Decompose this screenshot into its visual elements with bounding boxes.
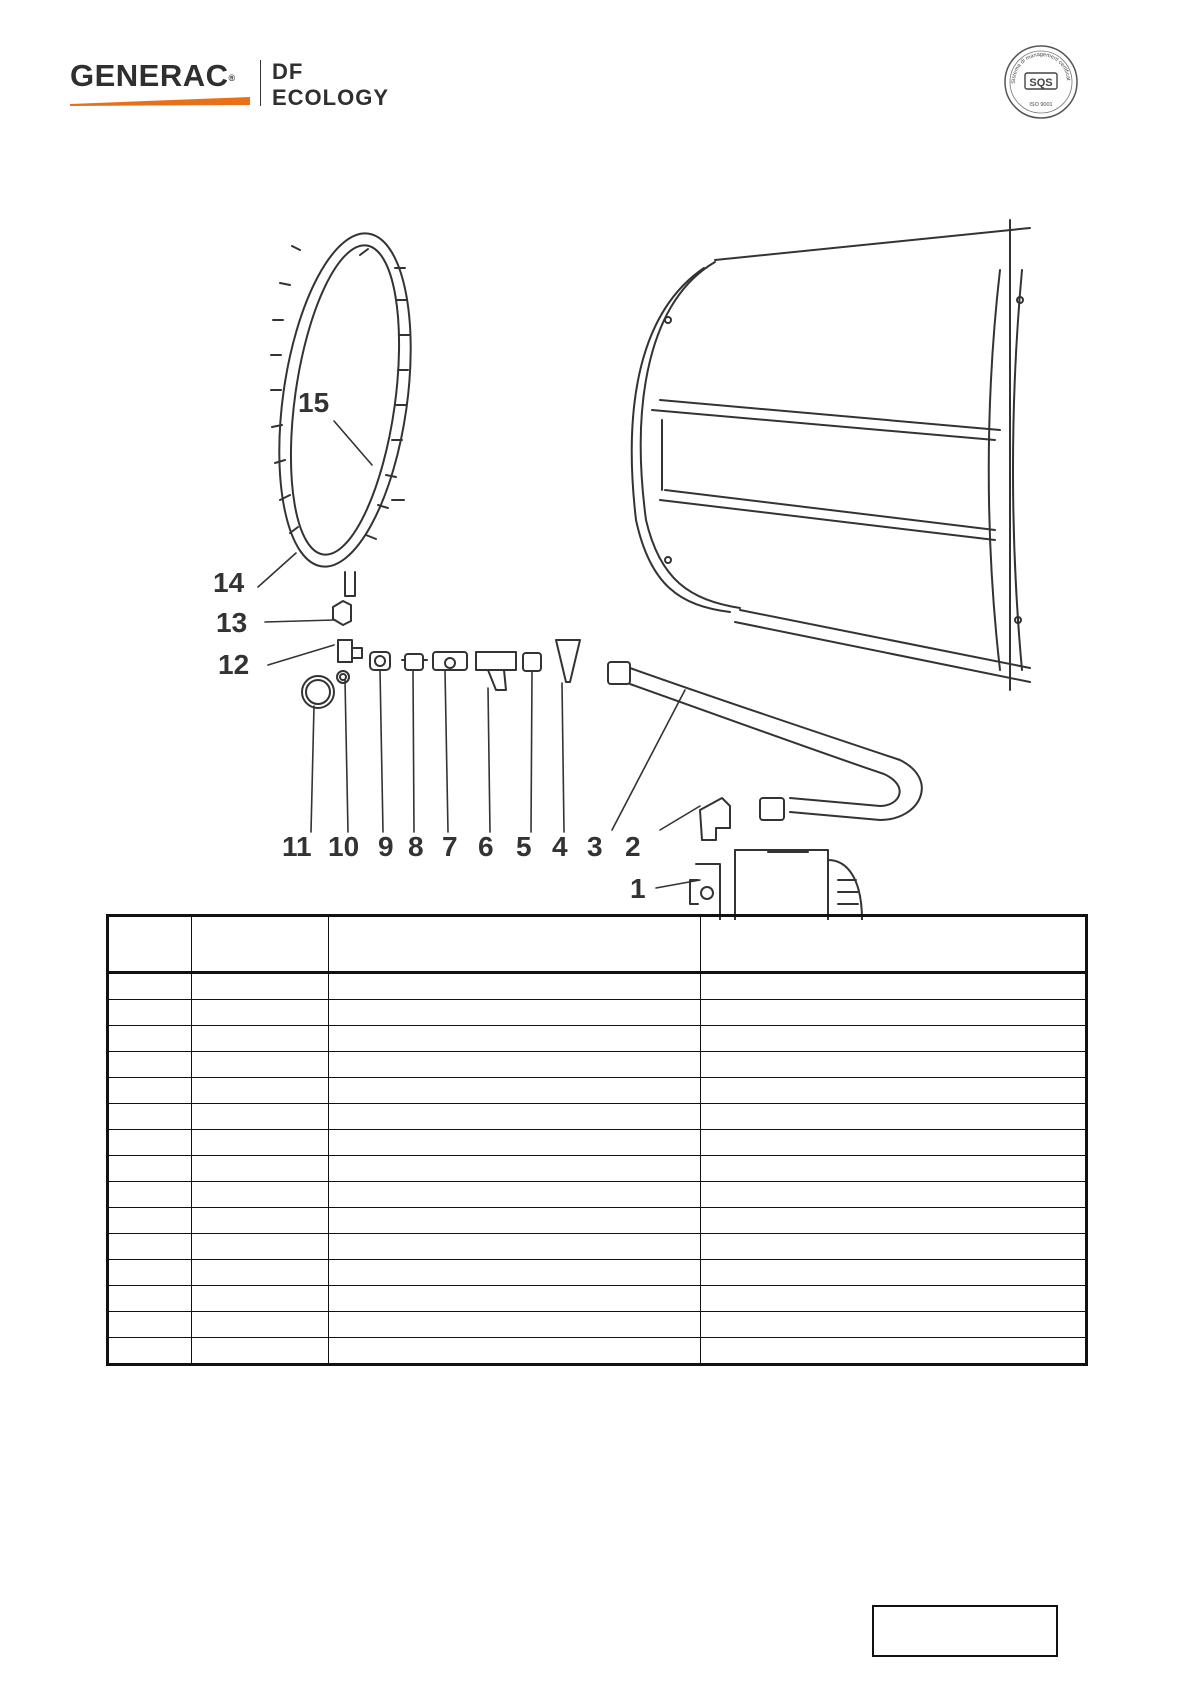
table-cell: [329, 1026, 701, 1052]
table-cell: [192, 1234, 329, 1260]
table-cell: [329, 1338, 701, 1365]
table-row: [108, 1286, 1087, 1312]
callout-3: 3: [587, 831, 603, 862]
table-cell: [701, 1312, 1087, 1338]
table-cell: [701, 1156, 1087, 1182]
brand-swoosh: [70, 96, 250, 106]
callout-4: 4: [552, 831, 568, 862]
table-row: [108, 1130, 1087, 1156]
table-cell: [108, 1312, 192, 1338]
table-cell: [701, 1260, 1087, 1286]
table-cell: [108, 1208, 192, 1234]
table-cell: [192, 1156, 329, 1182]
table-cell: [108, 1130, 192, 1156]
table-cell: [192, 1104, 329, 1130]
logo-divider: [260, 60, 261, 106]
callout-8: 8: [408, 831, 424, 862]
table-cell: [192, 1000, 329, 1026]
table-row: [108, 1156, 1087, 1182]
table-cell: [329, 1130, 701, 1156]
table-row: [108, 973, 1087, 1000]
callout-11: 11: [282, 831, 312, 862]
table-cell: [108, 1156, 192, 1182]
table-row: [108, 1208, 1087, 1234]
logo-subline-df: DF: [272, 59, 304, 84]
table-header-row: [108, 916, 1087, 973]
table-cell: [192, 1338, 329, 1365]
table-cell: [701, 1078, 1087, 1104]
table-cell: [192, 973, 329, 1000]
table-cell: [701, 973, 1087, 1000]
page-number-box: [872, 1605, 1058, 1657]
table-header-cell: [192, 916, 329, 973]
nozzle-ring-illustration: [260, 225, 430, 596]
table-cell: [192, 1130, 329, 1156]
table-cell: [108, 1182, 192, 1208]
table-cell: [329, 1078, 701, 1104]
table-cell: [701, 1104, 1087, 1130]
table-cell: [701, 1208, 1087, 1234]
table-cell: [329, 1104, 701, 1130]
table-cell: [192, 1208, 329, 1234]
table-cell: [108, 1234, 192, 1260]
table-cell: [108, 1338, 192, 1365]
seal-bottom-text: ISO 9001: [1029, 102, 1053, 108]
table-cell: [329, 1260, 701, 1286]
table-cell: [701, 1000, 1087, 1026]
table-cell: [701, 1130, 1087, 1156]
table-row: [108, 1260, 1087, 1286]
table-cell: [329, 1052, 701, 1078]
callout-9: 9: [378, 831, 394, 862]
exploded-parts-diagram: [100, 200, 1080, 920]
table-row: [108, 1182, 1087, 1208]
table-cell: [192, 1052, 329, 1078]
table-cell: [329, 1208, 701, 1234]
table-cell: [108, 1286, 192, 1312]
table-header-cell: [701, 916, 1087, 973]
callout-labels: [213, 387, 646, 904]
callout-6: 6: [478, 831, 494, 862]
callout-15: 15: [298, 387, 330, 418]
table-cell: [329, 1156, 701, 1182]
callout-1: 1: [630, 873, 646, 904]
callout-7: 7: [442, 831, 458, 862]
table-row: [108, 1234, 1087, 1260]
table-cell: [329, 1286, 701, 1312]
table-cell: [192, 1260, 329, 1286]
table-cell: [329, 1312, 701, 1338]
table-cell: [329, 1000, 701, 1026]
table-cell: [108, 1104, 192, 1130]
logo-subline-ecology: ECOLOGY: [272, 85, 390, 110]
callout-13: 13: [216, 607, 248, 638]
table-cell: [701, 1234, 1087, 1260]
table-row: [108, 1312, 1087, 1338]
callout-14: 14: [213, 567, 245, 598]
seal-center-text: SQS: [1029, 77, 1053, 89]
table-row: [108, 1104, 1087, 1130]
table-cell: [108, 1052, 192, 1078]
table-cell: [329, 973, 701, 1000]
callout-2: 2: [625, 831, 641, 862]
table-row: [108, 1052, 1087, 1078]
table-header-cell: [329, 916, 701, 973]
parts-table: [106, 914, 1088, 1366]
table-row: [108, 1026, 1087, 1052]
table-cell: [192, 1026, 329, 1052]
table-row: [108, 1000, 1087, 1026]
table-cell: [701, 1338, 1087, 1365]
certification-seal: [1003, 44, 1079, 120]
table-cell: [192, 1182, 329, 1208]
table-header-cell: [108, 916, 192, 973]
table-row: [108, 1338, 1087, 1365]
callout-5: 5: [516, 831, 532, 862]
table-cell: [108, 1000, 192, 1026]
table-row: [108, 1078, 1087, 1104]
table-cell: [329, 1182, 701, 1208]
fittings-illustration: [302, 601, 630, 708]
callout-12: 12: [218, 649, 250, 680]
heater-body-illustration: [632, 220, 1030, 690]
table-cell: [701, 1026, 1087, 1052]
brand-wordmark: GENERAC®: [70, 58, 236, 93]
table-cell: [108, 1026, 192, 1052]
table-cell: [108, 1078, 192, 1104]
table-cell: [701, 1052, 1087, 1078]
seal-top-text: Sistema di management certificat: [1010, 51, 1071, 84]
table-cell: [701, 1182, 1087, 1208]
table-cell: [192, 1078, 329, 1104]
table-cell: [192, 1286, 329, 1312]
table-cell: [108, 1260, 192, 1286]
table-cell: [192, 1312, 329, 1338]
table-cell: [108, 973, 192, 1000]
table-cell: [701, 1286, 1087, 1312]
generac-df-ecology-logo: [70, 58, 430, 114]
callout-10: 10: [328, 831, 360, 862]
hose-illustration: [630, 668, 922, 820]
table-cell: [329, 1234, 701, 1260]
